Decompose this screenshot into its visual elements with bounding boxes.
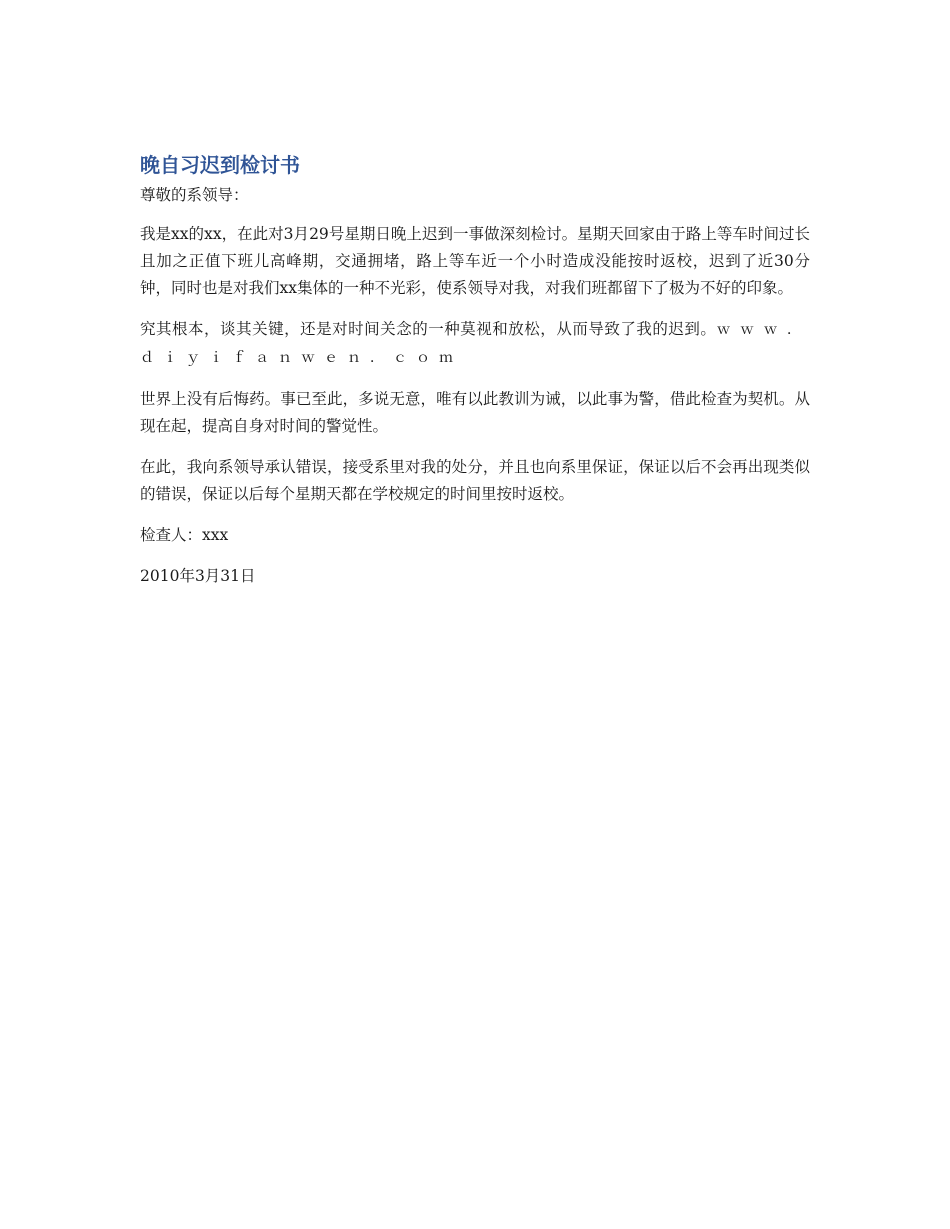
paragraph-3: 世界上没有后悔药。事已至此，多说无意，唯有以此教训为诫，以此事为警，借此检查为契机。从现在起，提高自身对时间的警觉性。	[140, 390, 810, 435]
watermark-url: ｗｗｗ．ｄｉｙｉｆａｎｗｅｎ．ｃｏｍ	[140, 322, 810, 366]
signer-line: 检查人：xxx	[140, 526, 229, 544]
document-page	[140, 150, 810, 604]
document-title: 晚自习迟到检讨书	[140, 153, 300, 177]
salutation: 尊敬的系领导：	[140, 186, 249, 204]
paragraph-4: 在此，我向系领导承认错误，接受系里对我的处分，并且也向系里保证，保证以后不会再出现类似的错误，保证以后每个星期天都在学校规定的时间里按时返校。	[140, 458, 810, 503]
paragraph-2-text: 究其根本，谈其关键，还是对时间关念的一种莫视和放松，从而导致了我的迟到。	[140, 320, 717, 338]
paragraph-2	[140, 316, 810, 372]
paragraph-1: 我是xx的xx，在此对3月29号星期日晚上迟到一事做深刻检讨。星期天回家由于路上等车时间过长且加之正值下班儿高峰期，交通拥堵，路上等车近一个小时造成没能按时返校，迟到了近30分钟，同时也是对我们xx集体的一种不光彩，使系领导对我，对我们班都留下了极为不好的印象。	[140, 225, 810, 297]
date-line: 2010年3月31日	[140, 567, 256, 585]
